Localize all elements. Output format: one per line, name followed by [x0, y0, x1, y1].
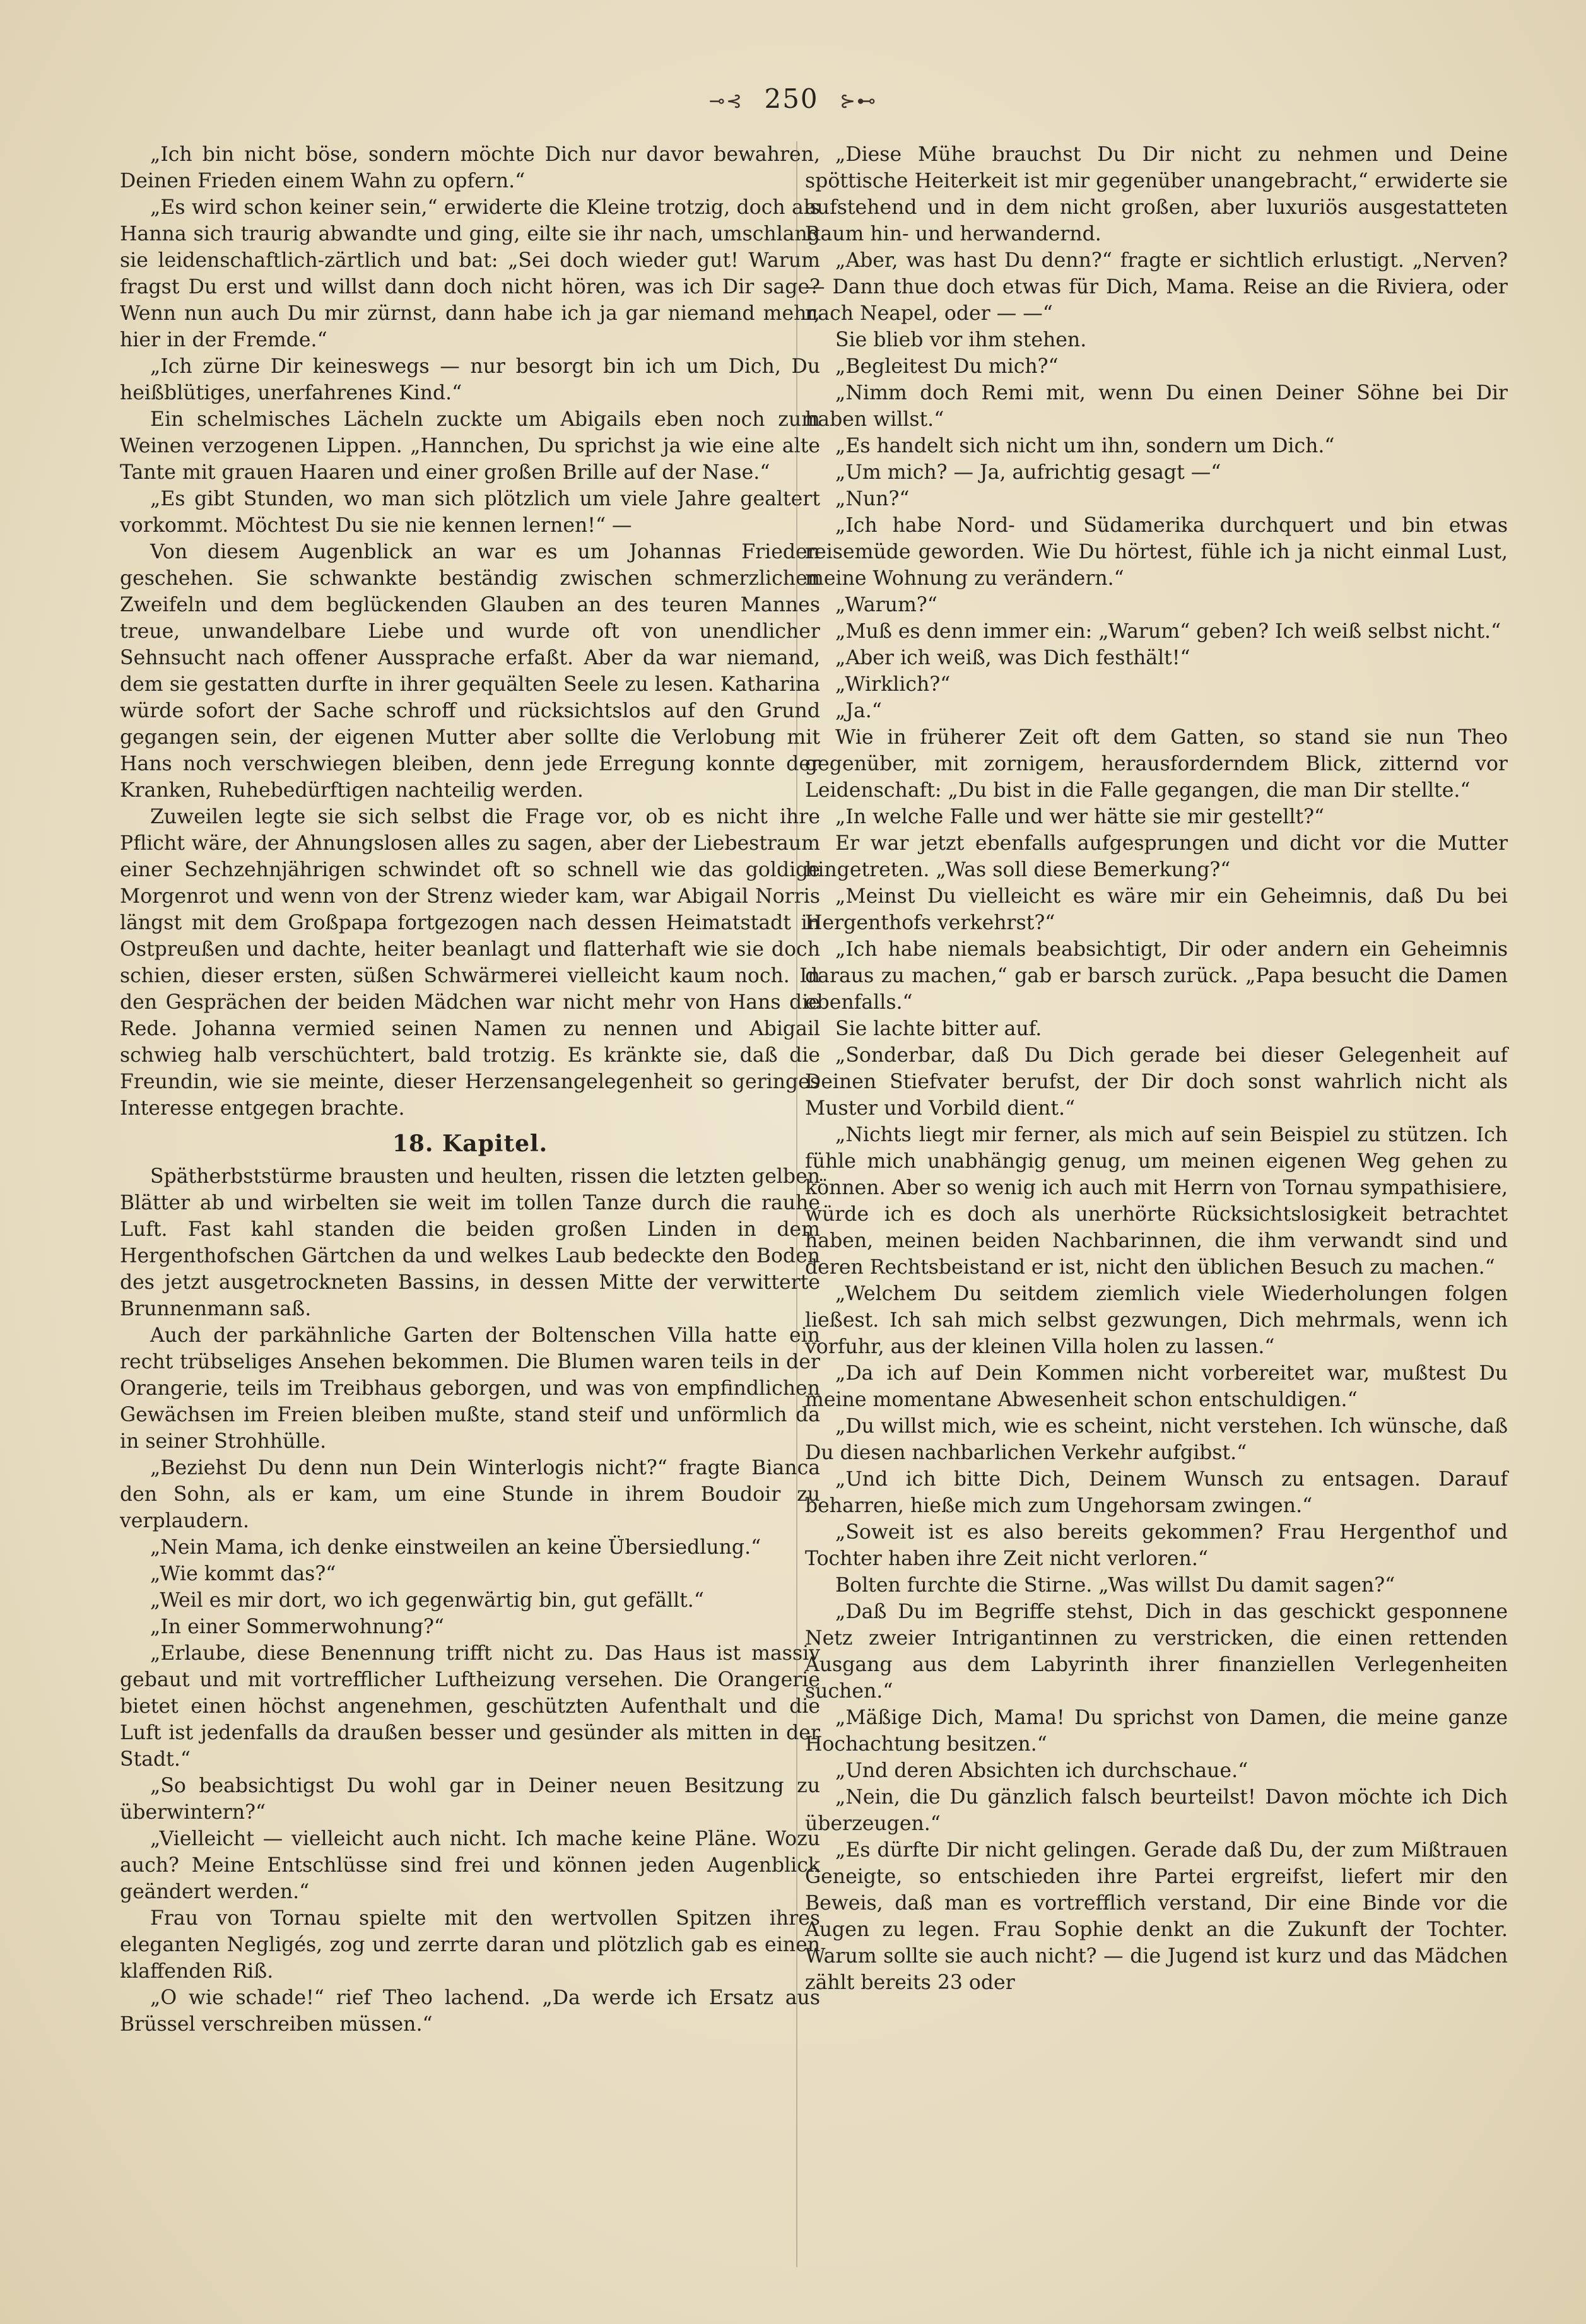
paragraph: „Du willst mich, wie es scheint, nicht verstehen. Ich wünsche, daß Du diesen nachbarlichen Verkehr aufgibst.“ [805, 1415, 1508, 1464]
paragraph: Wie in früherer Zeit oft dem Gatten, so stand sie nun Theo gegenüber, mit zornigem, herausforderndem Blick, zitternd vor Leidenschaft: „Du bist in die Falle gegangen, die man Dir stellte.“ [805, 726, 1508, 802]
paragraph: „Nein, die Du gänzlich falsch beurteilst! Davon möchte ich Dich überzeugen.“ [805, 1786, 1508, 1835]
paragraph: „Weil es mir dort, wo ich gegenwärtig bin, gut gefällt.“ [150, 1589, 704, 1612]
page-number: 250 [764, 83, 819, 114]
paragraph: Frau von Tornau spielte mit den wertvollen Spitzen ihres eleganten Negligés, zog und zerrte daran und plötzlich gab es einen klaffenden Riß. [120, 1907, 820, 1983]
paragraph: „Soweit ist es also bereits gekommen? Frau Hergenthof und Tochter haben ihre Zeit nicht verloren.“ [805, 1521, 1508, 1570]
paragraph: „Und ich bitte Dich, Deinem Wunsch zu entsagen. Darauf beharren, hieße mich zum Ungehorsam zwingen.“ [805, 1468, 1508, 1517]
chapter-title: 18. Kapitel. [392, 1130, 548, 1157]
paragraph: Er war jetzt ebenfalls aufgesprungen und dicht vor die Mutter hingetreten. „Was soll diese Bemerkung?“ [805, 832, 1508, 881]
paragraph: „Nun?“ [835, 488, 910, 510]
paragraph: „Ich zürne Dir keineswegs — nur besorgt bin ich um Dich, Du heißblütiges, unerfahrenes Kind.“ [120, 355, 820, 404]
paragraph: Auch der parkähnliche Garten der Boltenschen Villa hatte ein recht trübseliges Ansehen bekommen. Die Blumen waren teils in der Orangerie, teils im Treibhaus geborgen, und was von empfindlichen Gewächsen im Freien bleiben mußte, stand steif und unförmlich da in seiner Strohhülle. [120, 1324, 820, 1453]
paragraph: Sie lachte bitter auf. [835, 1018, 1042, 1040]
paragraph: „Es wird schon keiner sein,“ erwiderte die Kleine trotzig, doch als Hanna sich traurig abwandte und ging, eilte sie ihr nach, umschlang sie leidenschaftlich-zärtlich und bat: „Sei doch wieder gut! Warum fragst Du erst und willst dann doch nicht hören, was ich Dir sage? Wenn nun auch Du mir zürnst, dann habe ich ja gar niemand mehr, hier in der Fremde.“ [120, 196, 820, 351]
paragraph: „Diese Mühe brauchst Du Dir nicht zu nehmen und Deine spöttische Heiterkeit ist mir gegenüber unangebracht,“ erwiderte sie aufstehend und in dem nicht großen, aber luxuriös ausgestatteten Raum hin- und herwandernd. [805, 143, 1508, 245]
paragraph: „Nimm doch Remi mit, wenn Du einen Deiner Söhne bei Dir haben willst.“ [805, 382, 1508, 431]
paragraph: „Warum?“ [835, 594, 937, 616]
paragraph: „Begleitest Du mich?“ [835, 355, 1059, 378]
paragraph: „Aber ich weiß, was Dich festhält!“ [835, 647, 1190, 669]
paragraph: „O wie schade!“ rief Theo lachend. „Da werde ich Ersatz aus Brüssel verschreiben müssen.“ [120, 1987, 820, 2036]
paragraph: „Nichts liegt mir ferner, als mich auf sein Beispiel zu stützen. Ich fühle mich unabhängig genug, um meinen eigenen Weg gehen zu können. Aber so wenig ich auch mit Herrn von Tornau sympathisiere, würde ich es doch als unerhörte Rücksichtslosigkeit betrachtet haben, meinen beiden Nachbarinnen, die ihm verwandt sind und deren Rechtsbeistand er ist, nicht den üblichen Besuch zu machen.“ [805, 1124, 1508, 1279]
paragraph: „In einer Sommerwohnung?“ [150, 1616, 444, 1638]
paragraph: „Und deren Absichten ich durchschaue.“ [835, 1759, 1248, 1782]
paragraph: „Daß Du im Begriffe stehst, Dich in das geschickt gesponnene Netz zweier Intrigantinnen zu verstricken, die einen rettenden Ausgang aus dem Labyrinth ihrer finanziellen Verlegenheiten suchen.“ [805, 1600, 1508, 1703]
paragraph: Ein schelmisches Lächeln zuckte um Abigails eben noch zum Weinen verzogenen Lippen. „Hannchen, Du sprichst ja wie eine alte Tante mit grauen Haaren und einer großen Brille auf der Nase.“ [120, 408, 820, 484]
paragraph: „Um mich? — Ja, aufrichtig gesagt —“ [835, 461, 1221, 484]
column-divider [796, 141, 797, 2267]
paragraph: „Vielleicht — vielleicht auch nicht. Ich mache keine Pläne. Wozu auch? Meine Entschlüsse sind frei und können jeden Augenblick geändert werden.“ [120, 1828, 820, 1903]
paragraph: „Aber, was hast Du denn?“ fragte er sichtlich erlustigt. „Nerven? — Dann thue doch etwas für Dich, Mama. Reise an die Riviera, oder nach Neapel, oder — —“ [805, 249, 1508, 325]
paragraph: Bolten furchte die Stirne. „Was willst Du damit sagen?“ [835, 1574, 1395, 1597]
paragraph: „Mäßige Dich, Mama! Du sprichst von Damen, die meine ganze Hochachtung besitzen.“ [805, 1706, 1508, 1756]
paragraph: „Da ich auf Dein Kommen nicht vorbereitet war, mußtest Du meine momentane Abwesenheit schon entschuldigen.“ [805, 1362, 1508, 1411]
paragraph: „Ja.“ [835, 700, 882, 722]
paragraph: „Meinst Du vielleicht es wäre mir ein Geheimnis, daß Du bei Hergenthofs verkehrst?“ [805, 885, 1508, 934]
paragraph: „Es handelt sich nicht um ihn, sondern um Dich.“ [835, 435, 1335, 457]
paragraph: Zuweilen legte sie sich selbst die Frage vor, ob es nicht ihre Pflicht wäre, der Ahnungslosen alles zu sagen, aber der Liebestraum einer Sechzehnjährigen schwindet oft so schnell wie das goldige Morgenrot und wenn von der Strenz wieder kam, war Abigail Norris längst mit dem Großpapa fortgezogen nach dessen Heimatstadt in Ostpreußen und dachte, heiter beanlagt und flatterhaft wie sie doch schien, dieser ersten, süßen Schwärmerei vielleicht kaum noch. In den Gesprächen der beiden Mädchen war nicht mehr von Hans die Rede. Johanna vermied seinen Namen zu nennen und Abigail schwieg halb verschüchtert, bald trotzig. Es kränkte sie, daß die Freundin, wie sie meinte, dieser Herzensangelegenheit so geringes Interesse entgegen brachte. [120, 806, 820, 1120]
paragraph: „Ich habe Nord- und Südamerika durchquert und bin etwas reisemüde geworden. Wie Du hörtest, fühle ich ja nicht einmal Lust, meine Wohnung zu verändern.“ [805, 514, 1508, 590]
paragraph: „Wirklich?“ [835, 673, 951, 696]
page-header [0, 83, 1586, 114]
ornament-right-icon: ⊱⊷ [840, 90, 878, 112]
paragraph: „Muß es denn immer ein: „Warum“ geben? Ich weiß selbst nicht.“ [835, 620, 1501, 643]
paragraph: „Es dürfte Dir nicht gelingen. Gerade daß Du, der zum Mißtrauen Geneigte, so entschieden ihre Partei ergreifst, liefert mir den Beweis, daß man es vortrefflich verstand, Dir eine Binde vor die Augen zu legen. Frau Sophie denkt an die Zukunft der Tochter. Warum sollte sie auch nicht? — die Jugend ist kurz und das Mädchen zählt bereits 23 oder [805, 1839, 1508, 1994]
paragraph: „Sonderbar, daß Du Dich gerade bei dieser Gelegenheit auf Deinen Stiefvater berufst, der Dir doch sonst wahrlich nicht als Muster und Vorbild dient.“ [805, 1044, 1508, 1120]
right-column [805, 141, 1508, 2286]
ornament-left-icon: ⊸⊰ [708, 90, 744, 112]
paragraph: „Wie kommt das?“ [150, 1563, 336, 1585]
paragraph: Spätherbststürme brausten und heulten, rissen die letzten gelben Blätter ab und wirbelten sie weit im tollen Tanze durch die rauhe Luft. Fast kahl standen die beiden großen Linden in dem Hergenthofschen Gärtchen da und welkes Laub bedeckte den Boden des jetzt ausgetrockneten Bassins, in dessen Mitte der verwitterte Brunnenmann saß. [120, 1165, 820, 1320]
paragraph: „In welche Falle und wer hätte sie mir gestellt?“ [835, 806, 1325, 828]
paragraph: „Nein Mama, ich denke einstweilen an keine Übersiedlung.“ [150, 1536, 761, 1559]
paragraph: „Ich habe niemals beabsichtigt, Dir oder andern ein Geheimnis daraus zu machen,“ gab er barsch zurück. „Papa besucht die Damen ebenfalls.“ [805, 938, 1508, 1014]
left-column [120, 141, 820, 2286]
paragraph: „So beabsichtigst Du wohl gar in Deiner neuen Besitzung zu überwintern?“ [120, 1775, 820, 1824]
paragraph: „Welchem Du seitdem ziemlich viele Wiederholungen folgen ließest. Ich sah mich selbst gezwungen, Dich mehrmals, wenn ich vorfuhr, aus der kleinen Villa holen zu lassen.“ [805, 1282, 1508, 1358]
paragraph: „Ich bin nicht böse, sondern möchte Dich nur davor bewahren, Deinen Frieden einem Wahn zu opfern.“ [120, 143, 820, 192]
paragraph: „Erlaube, diese Benennung trifft nicht zu. Das Haus ist massiv gebaut und mit vortrefflicher Luftheizung versehen. Die Orangerie bietet einen höchst angenehmen, geschützten Aufenthalt und die Luft ist jedenfalls da draußen besser und gesünder als mitten in der Stadt.“ [120, 1642, 820, 1771]
paragraph: „Es gibt Stunden, wo man sich plötzlich um viele Jahre gealtert vorkommt. Möchtest Du sie nie kennen lernen!“ — [120, 488, 820, 537]
paragraph: Von diesem Augenblick an war es um Johannas Frieden geschehen. Sie schwankte beständig zwischen schmerzlichen Zweifeln und dem beglückenden Glauben an des teuren Mannes treue, unwandelbare Liebe und wurde oft von unendlicher Sehnsucht nach offener Aussprache erfaßt. Aber da war niemand, dem sie gestatten durfte in ihrer gequälten Seele zu lesen. Katharina würde sofort der Sache schroff und rücksichtslos auf den Grund gegangen sein, der eigenen Mutter aber sollte die Verlobung mit Hans noch verschwiegen bleiben, denn jede Erregung konnte der Kranken, Ruhebedürftigen nachteilig werden. [120, 541, 820, 802]
paragraph: „Beziehst Du denn nun Dein Winterlogis nicht?“ fragte Bianca den Sohn, als er kam, um eine Stunde in ihrem Boudoir zu verplaudern. [120, 1457, 820, 1532]
paragraph: Sie blieb vor ihm stehen. [835, 329, 1087, 351]
